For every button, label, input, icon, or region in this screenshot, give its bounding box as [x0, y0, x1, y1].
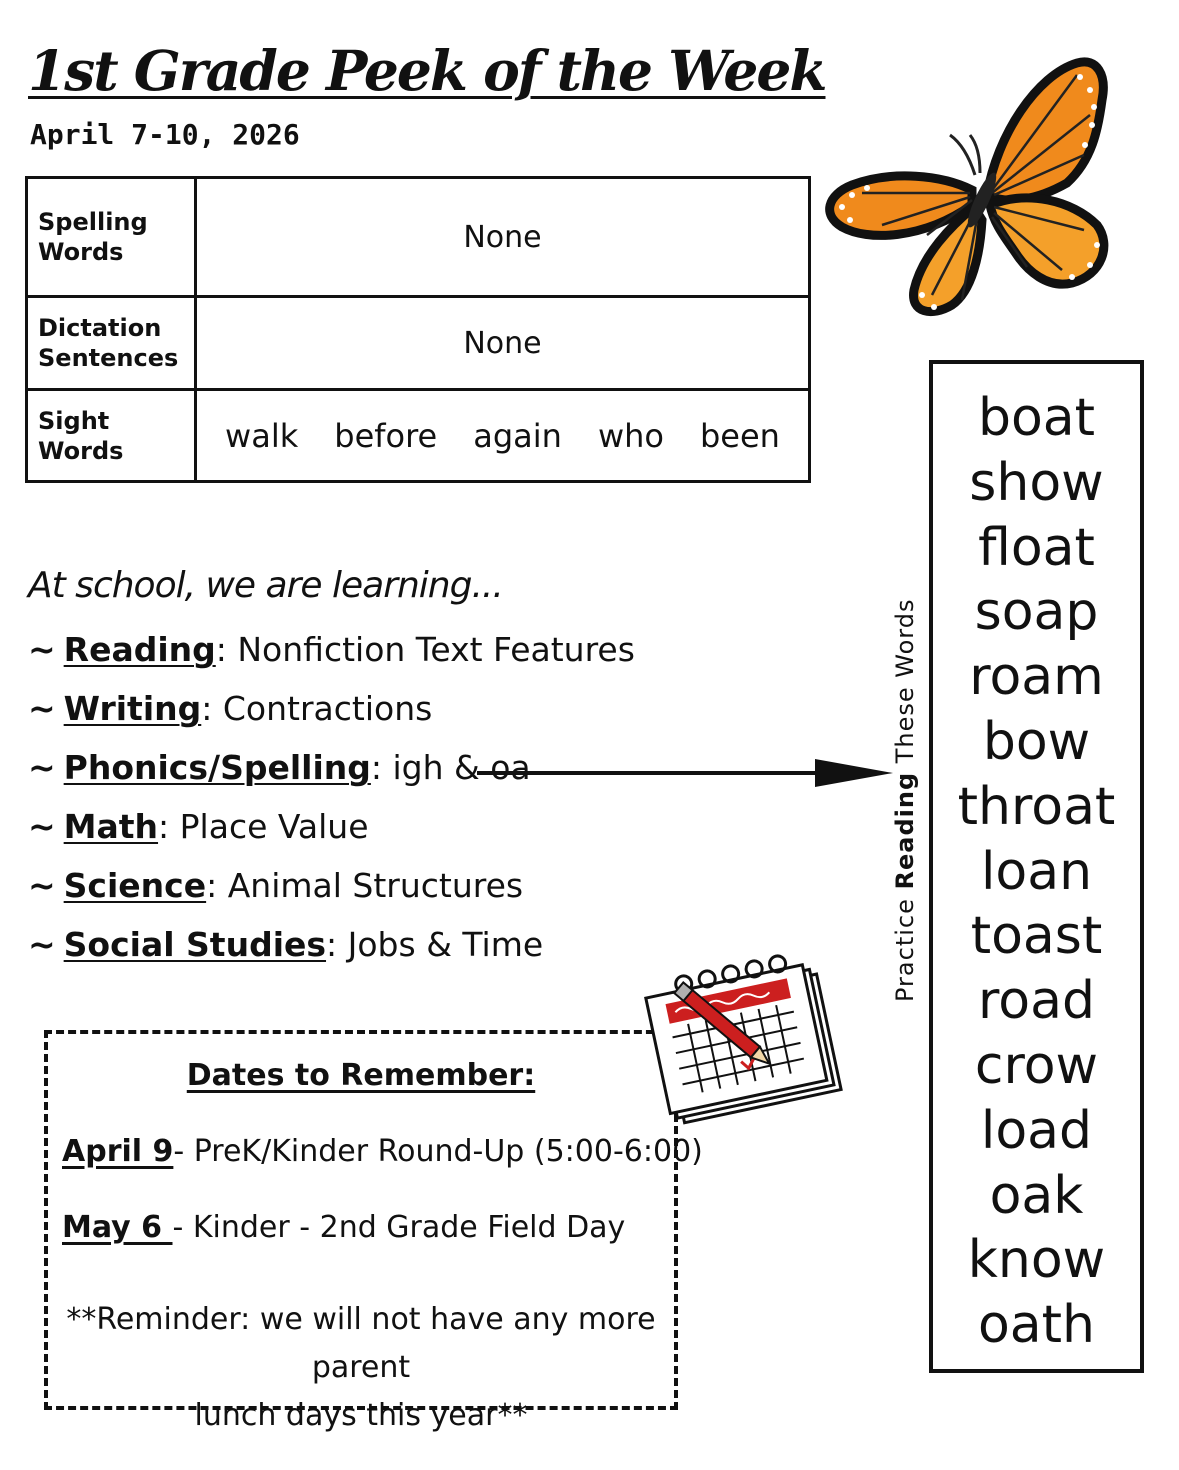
practice-word-box — [929, 360, 1144, 1373]
spelling-row — [27, 178, 810, 297]
practice-word: know — [967, 1230, 1106, 1291]
practice-word: oath — [977, 1295, 1096, 1356]
spelling-label: Spelling Words — [27, 178, 196, 297]
practice-word: load — [980, 1100, 1093, 1161]
practice-word: soap — [974, 582, 1099, 643]
butterfly-icon — [822, 55, 1112, 320]
dictation-label: Dictation Sentences — [27, 297, 196, 390]
word-table — [25, 176, 811, 483]
sight-words-value — [196, 390, 810, 482]
subject-detail: : Animal Structures — [206, 866, 524, 905]
practice-word: roam — [969, 647, 1104, 708]
practice-word: crow — [974, 1035, 1099, 1096]
date-item — [62, 1210, 625, 1245]
subject-label: Social Studies — [63, 925, 327, 964]
date-label: May 6 — [62, 1210, 173, 1245]
practice-word: bow — [982, 711, 1091, 772]
arrow-icon — [475, 755, 895, 791]
learning-heading: At school, we are learning... — [28, 565, 503, 606]
subject-detail: : Place Value — [158, 807, 369, 846]
practice-word: toast — [970, 906, 1103, 967]
sight-words-label: Sight Words — [27, 390, 196, 482]
subject-label: Reading — [63, 630, 216, 669]
subject-label: Math — [63, 807, 159, 846]
practice-word: oak — [989, 1165, 1084, 1226]
sight-word: been — [699, 416, 780, 455]
subject-detail: : Nonfiction Text Features — [215, 630, 635, 669]
learning-item-phonics: ~ Phonics/Spelling: igh & oa — [28, 748, 531, 787]
calendar-icon — [618, 952, 858, 1142]
sight-word: walk — [225, 416, 299, 455]
dates-box — [44, 1030, 703, 1433]
date-text: - Kinder - 2nd Grade Field Day — [172, 1210, 626, 1245]
subject-detail: : Jobs & Time — [326, 925, 544, 964]
learning-item-science: ~ Science: Animal Structures — [28, 866, 524, 905]
subject-label: Science — [63, 866, 207, 905]
practice-word: boat — [977, 388, 1096, 448]
date-label: April 9 — [62, 1134, 174, 1169]
week-date: April 7-10, 2026 — [30, 118, 300, 151]
sight-words-row — [27, 390, 810, 482]
practice-word-list — [933, 364, 1140, 1358]
sight-word: who — [597, 416, 664, 455]
practice-word: float — [978, 517, 1095, 578]
reminder-note: **Reminder: we will not have any more parent lunch days this year** — [66, 1302, 656, 1433]
date-item — [62, 1134, 703, 1169]
dictation-row — [27, 297, 810, 390]
subject-label: Phonics/Spelling — [63, 748, 371, 787]
learning-item-math: ~ Math: Place Value — [28, 807, 369, 846]
page-title: 1st Grade Peek of the Week — [28, 38, 826, 103]
learning-item-writing: ~ Writing: Contractions — [28, 689, 433, 728]
practice-word: road — [978, 971, 1095, 1032]
practice-label — [885, 560, 925, 1005]
spelling-value: None — [196, 178, 810, 297]
practice-word: show — [969, 452, 1104, 513]
practice-word: throat — [957, 776, 1116, 837]
subject-detail: : igh & oa — [370, 748, 531, 787]
practice-word: loan — [980, 841, 1093, 902]
learning-item-social-studies: ~ Social Studies: Jobs & Time — [28, 925, 544, 964]
date-text: - PreK/Kinder Round-Up (5:00-6:00) — [173, 1134, 703, 1169]
svg-text:Practice Reading These Words: Practice Reading These Words — [891, 598, 919, 1002]
subject-detail: : Contractions — [201, 689, 433, 728]
sight-word: again — [473, 416, 562, 455]
dates-title: Dates to Remember: — [186, 1058, 536, 1093]
learning-item-reading: ~ Reading: Nonfiction Text Features — [28, 630, 635, 669]
dictation-value: None — [196, 297, 810, 390]
sight-word: before — [334, 416, 438, 455]
subject-label: Writing — [63, 689, 202, 728]
